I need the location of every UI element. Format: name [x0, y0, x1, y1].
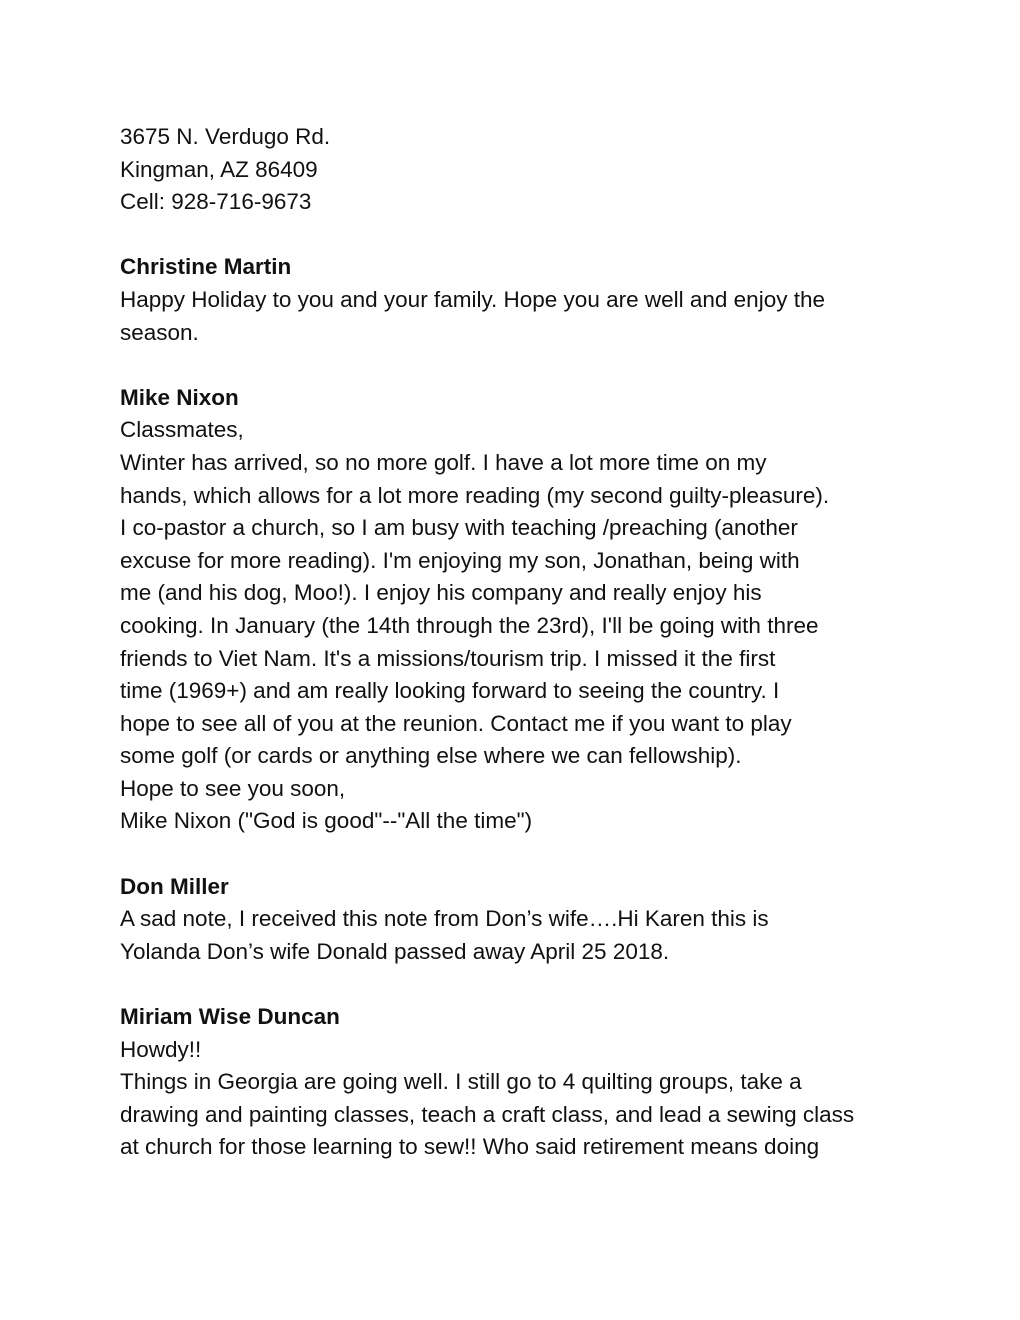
entry-text-line: A sad note, I received this note from Don’s wife….Hi Karen this is [120, 906, 769, 932]
entry-text-line: Things in Georgia are going well. I still go to 4 quilting groups, take a [120, 1069, 802, 1095]
entry-text-line: Winter has arrived, so no more golf. I have a lot more time on my [120, 449, 767, 475]
entry-text-line: drawing and painting classes, teach a craft class, and lead a sewing class [120, 1101, 855, 1127]
entry-text-line: I co-pastor a church, so I am busy with teaching /preaching (another [120, 515, 798, 541]
entry-text-line: Mike Nixon ("God is good"--"All the time") [120, 808, 533, 834]
entry-text-line: Yolanda Don’s wife Donald passed away April 25 2018. [120, 938, 670, 964]
entry-name: Christine Martin [120, 254, 292, 280]
entry-text-line: me (and his dog, Moo!). I enjoy his company and really enjoy his [120, 580, 762, 606]
spacer [120, 838, 910, 871]
entry-text-line: Classmates, [120, 417, 244, 443]
entry-section [120, 871, 910, 969]
entry-text-line: Howdy!! [120, 1036, 202, 1062]
address-street: 3675 N. Verdugo Rd. [120, 124, 331, 149]
entry-text-line: friends to Viet Nam. It's a missions/tourism trip. I missed it the first [120, 645, 776, 671]
entry-text-line: excuse for more reading). I'm enjoying my son, Jonathan, being with [120, 547, 800, 573]
address-city: Kingman, AZ 86409 [120, 156, 318, 182]
document-page [120, 121, 910, 1164]
entry-name: Don Miller [120, 873, 229, 899]
entry-text-line: season. [120, 319, 199, 345]
entry-name: Miriam Wise Duncan [120, 1004, 340, 1030]
address-cell: Cell: 928-716-9673 [120, 189, 312, 215]
entry-text-line: hope to see all of you at the reunion. Contact me if you want to play [120, 710, 792, 736]
entry-text-line: time (1969+) and am really looking forward to seeing the country. I [120, 678, 780, 704]
entry-text-line: at church for those learning to sew!! Who said retirement means doing [120, 1134, 820, 1160]
spacer [120, 349, 910, 382]
entry-section [120, 1001, 910, 1164]
entry-name: Mike Nixon [120, 384, 239, 410]
spacer [120, 968, 910, 1001]
address-block [120, 121, 910, 219]
entries-list [120, 251, 910, 1164]
entry-text-line: Happy Holiday to you and your family. Hope you are well and enjoy the [120, 286, 825, 312]
entry-text-line: Hope to see you soon, [120, 775, 346, 801]
entry-text-line: some golf (or cards or anything else where we can fellowship). [120, 743, 742, 769]
entry-section [120, 382, 910, 838]
entry-section [120, 251, 910, 349]
spacer [120, 219, 910, 252]
entry-text-line: cooking. In January (the 14th through the 23rd), I'll be going with three [120, 612, 819, 638]
entry-text-line: hands, which allows for a lot more reading (my second guilty-pleasure). [120, 482, 830, 508]
